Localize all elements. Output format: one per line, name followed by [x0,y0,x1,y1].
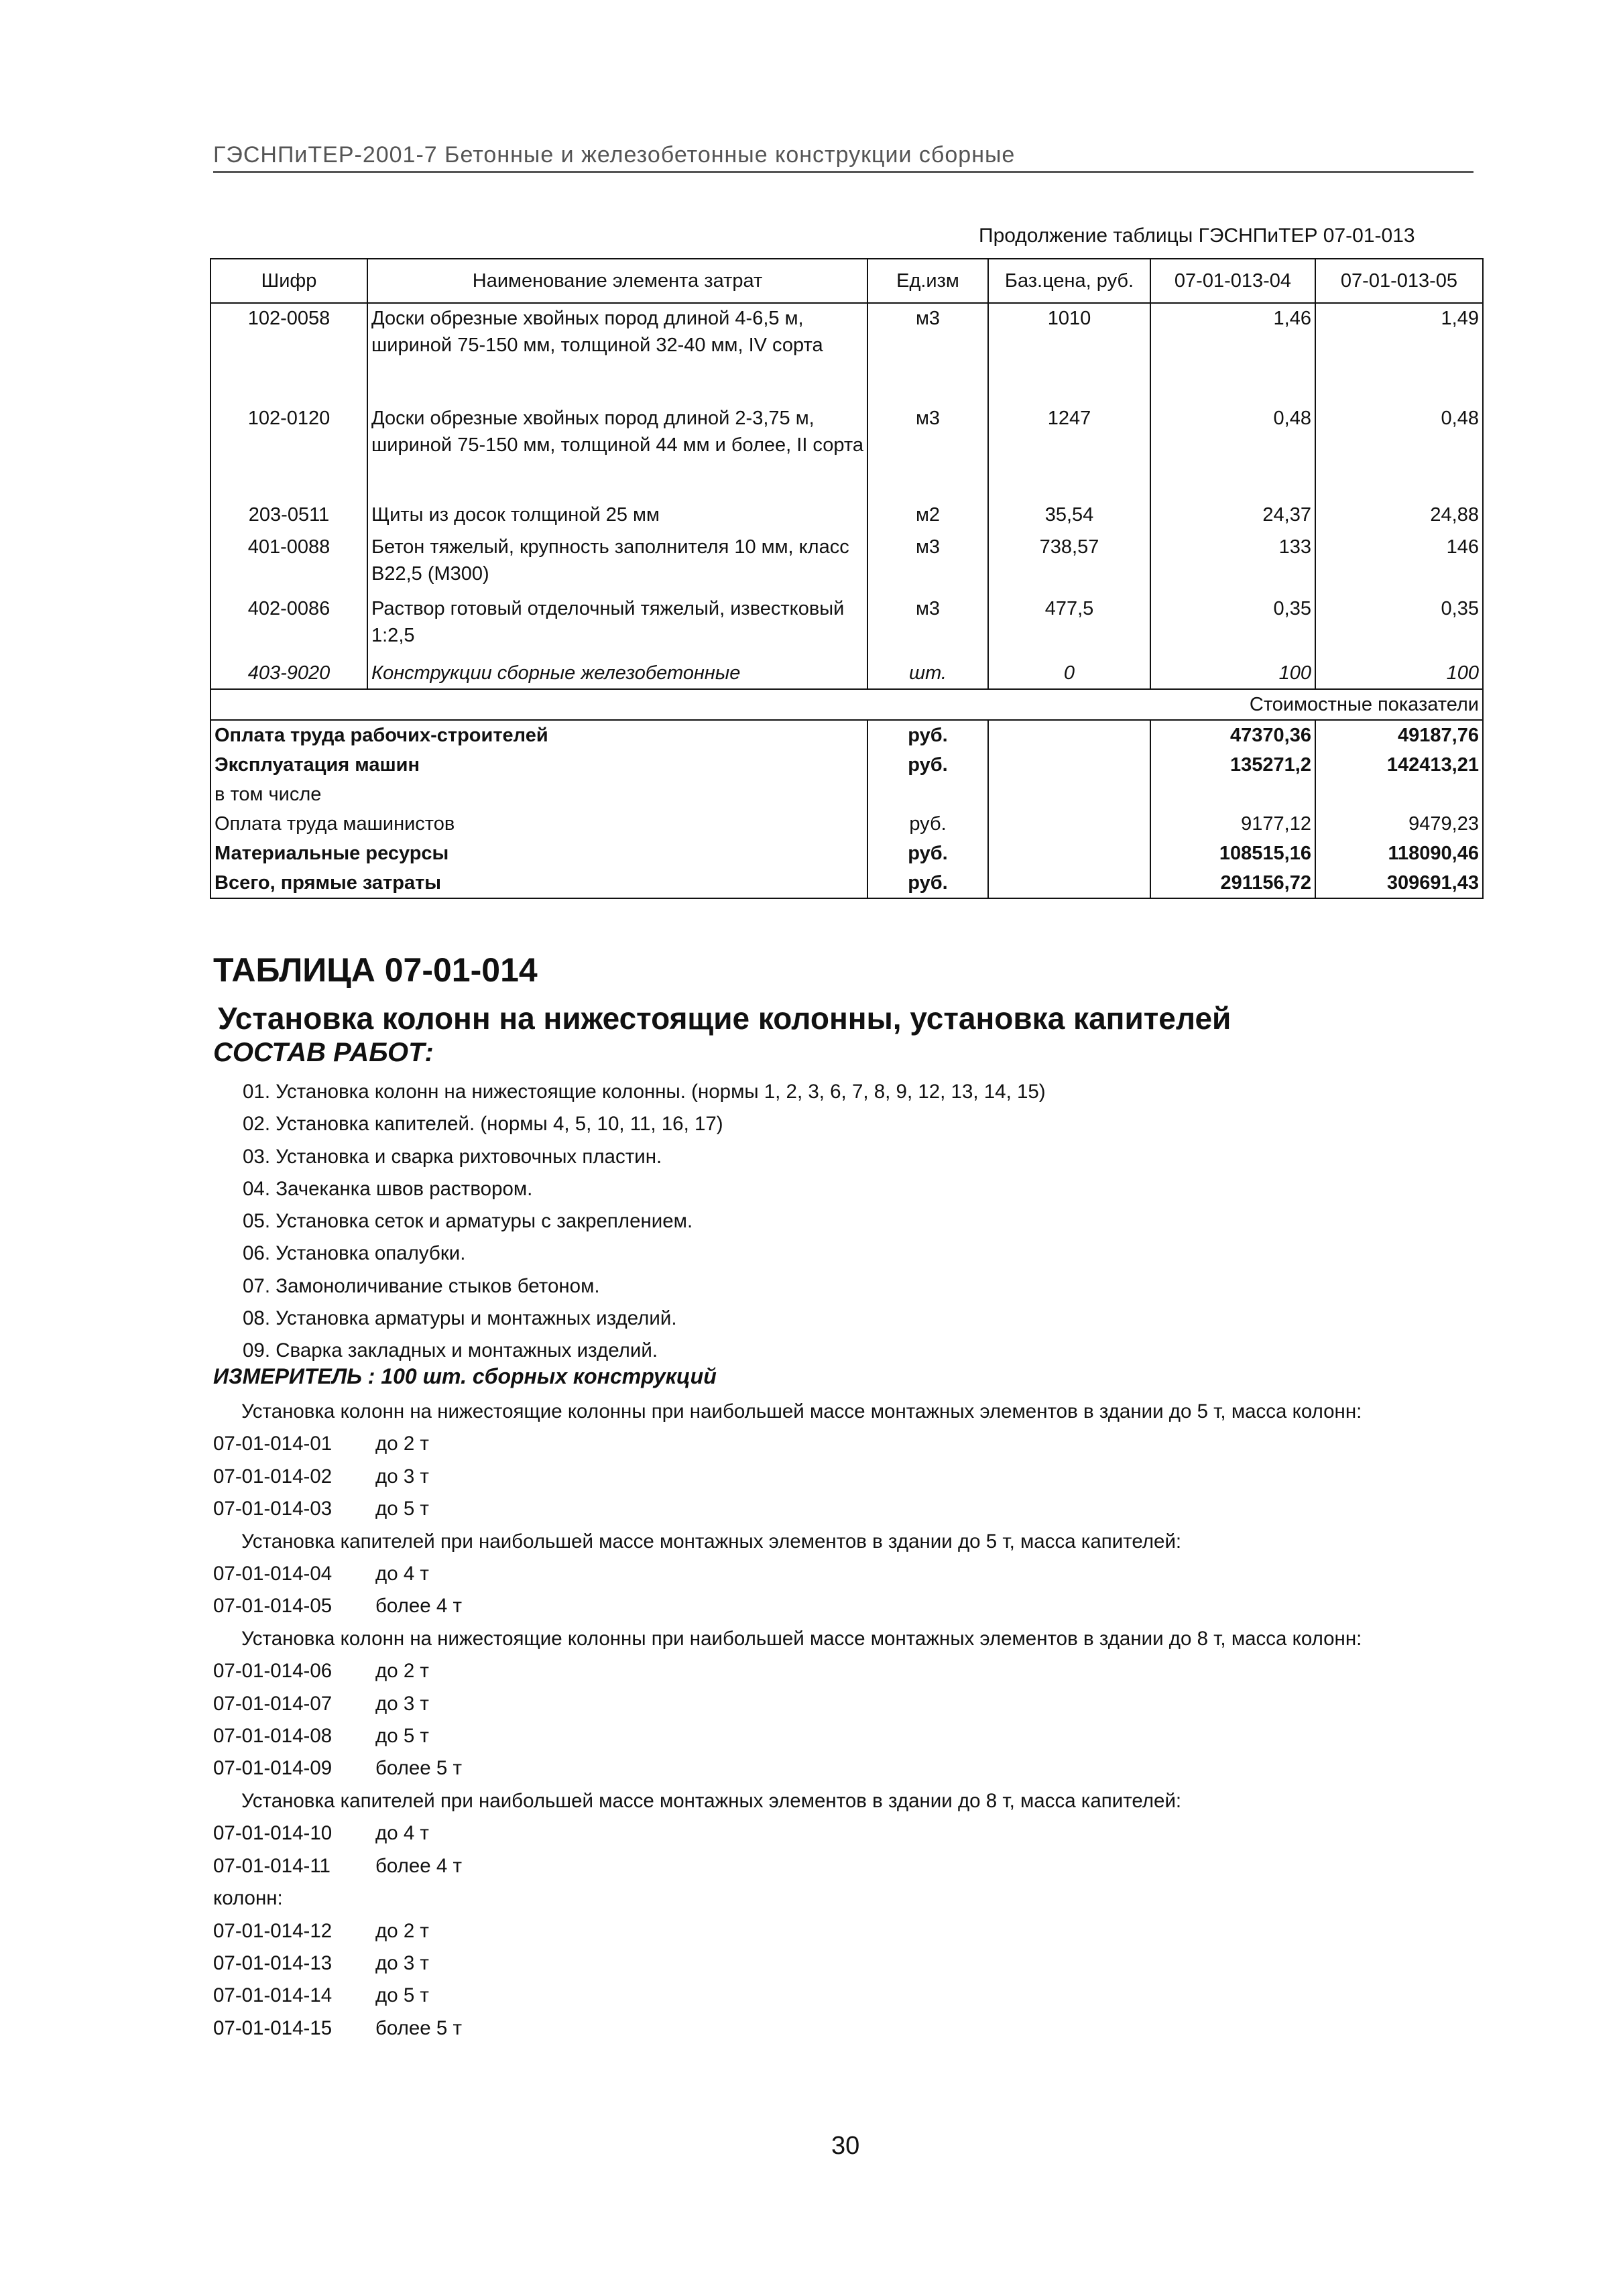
summary-value-04: 291156,72 [1150,868,1315,898]
row-unit: м3 [867,532,988,594]
summary-row [211,809,1483,839]
norm-code: 07-01-014-06 [213,1660,333,1683]
norm-code: 07-01-014-07 [213,1692,333,1715]
table-row [211,658,1483,689]
norm-mass: более 5 т [375,1757,462,1780]
header-norm-04: 07-01-013-04 [1150,259,1315,303]
norm-item [213,1428,1480,1460]
norm-code: 07-01-014-14 [213,1984,333,2007]
work-item: 05. Установка сеток и арматуры с закреплением. [243,1210,693,1233]
row-name: Доски обрезные хвойных пород длиной 4-6,5 м, шириной 75-150 мм, толщиной 32-40 мм, IV сорта [367,303,867,404]
summary-row [211,868,1483,898]
norm-mass: до 5 т [375,1498,429,1520]
norm-mass: до 2 т [375,1660,429,1683]
row-base-price: 738,57 [988,532,1150,594]
summary-value-05: 142413,21 [1315,750,1483,780]
norm-code: 07-01-014-13 [213,1951,333,1974]
norm-code: 07-01-014-10 [213,1822,333,1845]
summary-label: Всего, прямые затраты [211,868,867,898]
row-code: 102-0058 [211,303,367,404]
page-number: 30 [831,2132,860,2160]
norm-code: 07-01-014-03 [213,1498,333,1520]
summary-unit: руб. [867,839,988,868]
norm-item [213,1980,1480,2012]
row-code: 403-9020 [211,658,367,689]
meter-text: ИЗМЕРИТЕЛЬ : 100 шт. сборных конструкций [213,1364,717,1388]
cost-banner-row [211,689,1483,720]
table-row [211,303,1483,404]
summary-value-04: 108515,16 [1150,839,1315,868]
table-subtitle: Установка колонн на нижестоящие колонны, установка капителей [218,1001,1231,1036]
summary-label: Материальные ресурсы [211,839,867,868]
summary-row [211,750,1483,780]
group-heading: Установка колонн на нижестоящие колонны при наибольшей массе монтажных элементов в здании до 5 т, масса колонн: [241,1400,1362,1423]
group-heading: Установка капителей при наибольшей массе монтажных элементов в здании до 5 т, масса капителей: [241,1530,1182,1553]
summary-value-04: 47370,36 [1150,720,1315,750]
running-head: ГЭСНПиТЕР-2001-7 Бетонные и железобетонные конструкции сборные [213,142,1474,173]
summary-unit: руб. [867,868,988,898]
norm-mass: до 3 т [375,1951,429,1974]
row-name: Конструкции сборные железобетонные [367,658,867,689]
row-unit: м3 [867,404,988,500]
norm-mass: более 5 т [375,2016,462,2039]
summary-value-04: 135271,2 [1150,750,1315,780]
row-value-04: 0,35 [1150,594,1315,658]
summary-label: в том числе [211,780,867,809]
norm-item [213,1752,1480,1785]
norm-mass: до 3 т [375,1465,429,1488]
header-unit: Ед.изм [867,259,988,303]
row-value-04: 133 [1150,532,1315,594]
norm-mass: до 5 т [375,1725,429,1748]
meter-label [213,1363,717,1390]
norm-item [213,2012,1480,2045]
summary-unit: руб. [867,720,988,750]
norm-mass: до 2 т [375,1433,429,1455]
summary-label: Оплата труда рабочих-строителей [211,720,867,750]
work-item: 06. Установка опалубки. [243,1242,466,1265]
summary-label: Эксплуатация машин [211,750,867,780]
row-unit: м3 [867,594,988,658]
work-item: 01. Установка колонн на нижестоящие колонны. (нормы 1, 2, 3, 6, 7, 8, 9, 12, 13, 14, 15) [243,1081,1046,1103]
norm-item [213,1947,1480,1980]
continuation-note: Продолжение таблицы ГЭСНПиТЕР 07-01-013 [979,225,1415,247]
cost-banner: Стоимостные показатели [211,689,1483,720]
work-item: 09. Сварка закладных и монтажных изделий. [243,1339,658,1362]
norm-code: 07-01-014-01 [213,1433,333,1455]
summary-unit [867,780,988,809]
norm-item [213,1590,1480,1622]
norm-item [213,1720,1480,1752]
row-value-05: 0,48 [1315,404,1483,500]
table-header-row [211,259,1483,303]
norm-code: 07-01-014-11 [213,1854,330,1877]
row-value-05: 0,35 [1315,594,1483,658]
summary-value-04: 9177,12 [1150,809,1315,839]
norm-code: 07-01-014-12 [213,1919,333,1942]
row-name: Бетон тяжелый, крупность заполнителя 10 мм, класс В22,5 (М300) [367,532,867,594]
norm-mass: до 5 т [375,1984,429,2007]
norm-mass: до 3 т [375,1692,429,1715]
cost-table [210,258,1484,899]
summary-row [211,780,1483,809]
work-item: 08. Установка арматуры и монтажных изделий. [243,1307,677,1330]
summary-unit: руб. [867,809,988,839]
norm-item [213,1493,1480,1525]
work-composition-label: СОСТАВ РАБОТ: [213,1038,434,1067]
work-item: 03. Установка и сварка рихтовочных пластин. [243,1145,662,1168]
norm-code: 07-01-014-15 [213,2016,333,2039]
table-row [211,594,1483,658]
norm-mass: до 2 т [375,1919,429,1942]
summary-value-05: 118090,46 [1315,839,1483,868]
row-code: 402-0086 [211,594,367,658]
row-code: 401-0088 [211,532,367,594]
table-title: ТАБЛИЦА 07-01-014 [213,951,538,989]
summary-label: Оплата труда машинистов [211,809,867,839]
row-name: Доски обрезные хвойных пород длиной 2-3,75 м, шириной 75-150 мм, толщиной 44 мм и более, II сорта [367,404,867,500]
row-unit: м2 [867,500,988,532]
work-list [243,1076,1046,1368]
norm-mass: более 4 т [375,1595,462,1618]
norm-code: 07-01-014-04 [213,1563,333,1585]
row-name: Щиты из досок толщиной 25 мм [367,500,867,532]
table-row [211,404,1483,500]
header-base-price: Баз.цена, руб. [988,259,1150,303]
table-row [211,532,1483,594]
norm-groups [213,1396,1480,2045]
table-row [211,500,1483,532]
summary-value-05 [1315,780,1483,809]
row-code: 203-0511 [211,500,367,532]
row-value-04: 0,48 [1150,404,1315,500]
norm-item [213,1915,1480,1947]
row-base-price: 1247 [988,404,1150,500]
row-base-price: 0 [988,658,1150,689]
row-unit: шт. [867,658,988,689]
summary-value-04 [1150,780,1315,809]
summary-value-05: 49187,76 [1315,720,1483,750]
header-name: Наименование элемента затрат [367,259,867,303]
row-unit: м3 [867,303,988,404]
summary-unit: руб. [867,750,988,780]
norm-item [213,1655,1480,1687]
row-value-04: 24,37 [1150,500,1315,532]
norm-item [213,1461,1480,1493]
row-value-05: 146 [1315,532,1483,594]
work-item: 07. Замоноличивание стыков бетоном. [243,1274,600,1297]
norm-code: 07-01-014-05 [213,1595,333,1618]
row-value-05: 1,49 [1315,303,1483,404]
group-heading: Установка капителей при наибольшей массе монтажных элементов в здании до 8 т, масса капителей: [241,1789,1182,1812]
work-item: 02. Установка капителей. (нормы 4, 5, 10, 11, 16, 17) [243,1113,723,1136]
row-value-04: 1,46 [1150,303,1315,404]
summary-value-05: 309691,43 [1315,868,1483,898]
row-base-price: 477,5 [988,594,1150,658]
norm-mass: до 4 т [375,1563,429,1585]
row-code: 102-0120 [211,404,367,500]
header-code: Шифр [211,259,367,303]
norm-item [213,1817,1480,1850]
row-value-04: 100 [1150,658,1315,689]
row-name: Раствор готовый отделочный тяжелый, известковый 1:2,5 [367,594,867,658]
norm-mass: более 4 т [375,1854,462,1877]
norm-mass: до 4 т [375,1822,429,1845]
summary-row [211,839,1483,868]
row-base-price: 35,54 [988,500,1150,532]
group-heading: Установка колонн на нижестоящие колонны при наибольшей массе монтажных элементов в здании до 8 т, масса колонн: [241,1627,1362,1650]
header-norm-05: 07-01-013-05 [1315,259,1483,303]
norm-item [213,1558,1480,1590]
plain-label: колонн: [213,1887,283,1910]
norm-item [213,1688,1480,1720]
work-item: 04. Зачеканка швов раствором. [243,1177,533,1200]
row-value-05: 24,88 [1315,500,1483,532]
norm-item [213,1850,1480,1882]
norm-code: 07-01-014-02 [213,1465,333,1488]
summary-row [211,720,1483,750]
summary-value-05: 9479,23 [1315,809,1483,839]
norm-code: 07-01-014-08 [213,1725,333,1748]
row-base-price: 1010 [988,303,1150,404]
norm-code: 07-01-014-09 [213,1757,333,1780]
row-value-05: 100 [1315,658,1483,689]
